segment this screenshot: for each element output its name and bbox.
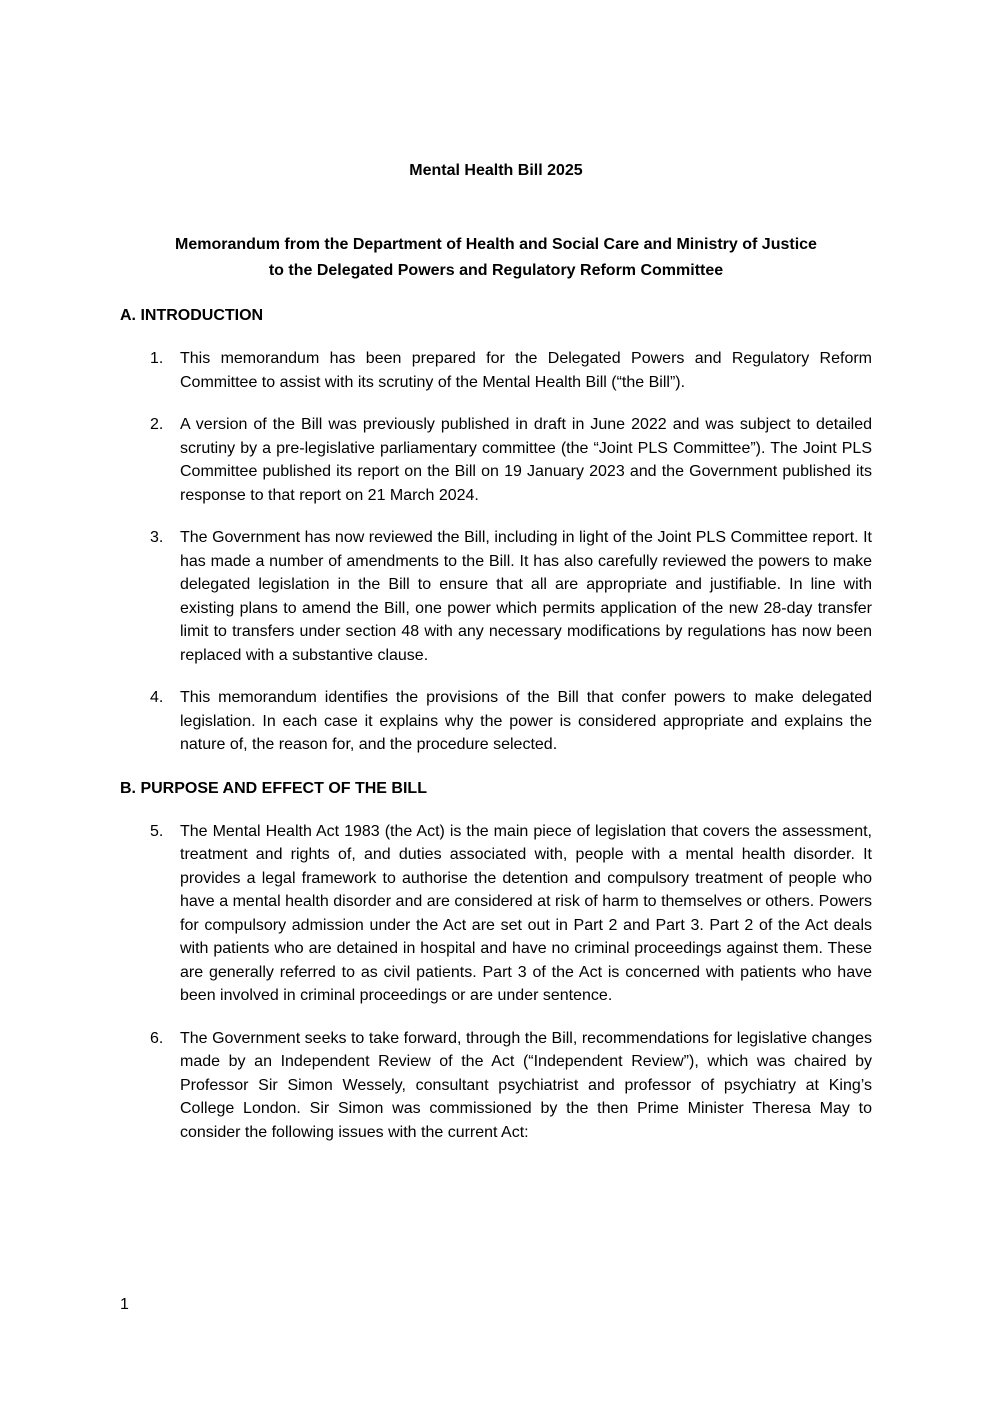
list-item-6-text: The Government seeks to take forward, through the Bill, recommendations for legislative changes made by an Independent Review of the Act (“Independent Review”), which was chaired by Professor Sir Simon Wessely, consultant psychiatrist and professor of psychiatry at King’s College London. Sir Simon was commissioned by the then Prime Minister Theresa May to consider the following issues with the current Act: <box>180 1029 872 1141</box>
list-item-1 <box>120 347 872 394</box>
list-item-3 <box>120 526 872 667</box>
list-item-5-text: The Mental Health Act 1983 (the Act) is the main piece of legislation that covers the assessment, treatment and rights of, and duties associated with, people with a mental health disorder. It provides a legal framework to authorise the detention and compulsory treatment of people who have a mental health disorder and are considered at risk of harm to themselves or others. Powers for compulsory admission under the Act are set out in Part 2 and Part 3. Part 2 of the Act deals with patients who are detained in hospital and have no criminal proceedings against them. These are generally referred to as civil patients. Part 3 of the Act is concerned with patients who have been involved in criminal proceedings or are under sentence. <box>180 822 872 1004</box>
list-item-1-text: This memorandum has been prepared for the Delegated Powers and Regulatory Reform Committee to assist with its scrutiny of the Mental Health Bill (“the Bill”). <box>180 350 872 391</box>
memorandum-heading-line1: Memorandum from the Department of Health and Social Care and Ministry of Justice <box>175 236 817 253</box>
list-item-3-number: 3. <box>150 529 164 546</box>
list-item-2-number: 2. <box>150 416 164 433</box>
memorandum-heading <box>120 232 872 284</box>
list-item-1-number: 1. <box>150 350 164 367</box>
memorandum-heading-line2: to the Delegated Powers and Regulatory Reform Committee <box>268 262 724 279</box>
list-item-2-text: A version of the Bill was previously published in draft in June 2022 and was subject to detailed scrutiny by a pre-legislative parliamentary committee (the “Joint PLS Committee”). The Joint PLS Committee published its report on the Bill on 19 January 2023 and the Government published its response to that report on 21 March 2024. <box>180 416 872 504</box>
list-item-4-number: 4. <box>150 689 164 706</box>
list-item-2 <box>120 413 872 507</box>
section-b-heading: B. PURPOSE AND EFFECT OF THE BILL <box>120 779 427 797</box>
page-number: 1 <box>120 1296 129 1313</box>
list-item-5 <box>120 820 872 1008</box>
list-item-5-number: 5. <box>150 822 164 840</box>
list-item-6-number: 6. <box>150 1029 164 1047</box>
list-item-3-text: The Government has now reviewed the Bill, including in light of the Joint PLS Committee report. It has made a number of amendments to the Bill. It has also carefully reviewed the powers to make delegated legislation in the Bill to ensure that all are appropriate and justifiable. In line with existing plans to amend the Bill, one power which permits application of the new 28-day transfer limit to transfers under section 48 with any necessary modifications by regulations has now been replaced with a substantive clause. <box>180 529 872 664</box>
document-title: Mental Health Bill 2025 <box>409 162 583 179</box>
list-item-4-text: This memorandum identifies the provisions of the Bill that confer powers to make delegated legislation. In each case it explains why the power is considered appropriate and explains the nature of, the reason for, and the procedure selected. <box>180 689 872 753</box>
list-item-4 <box>120 686 872 757</box>
section-a-heading: A. INTRODUCTION <box>120 307 264 324</box>
list-item-6 <box>120 1027 872 1145</box>
